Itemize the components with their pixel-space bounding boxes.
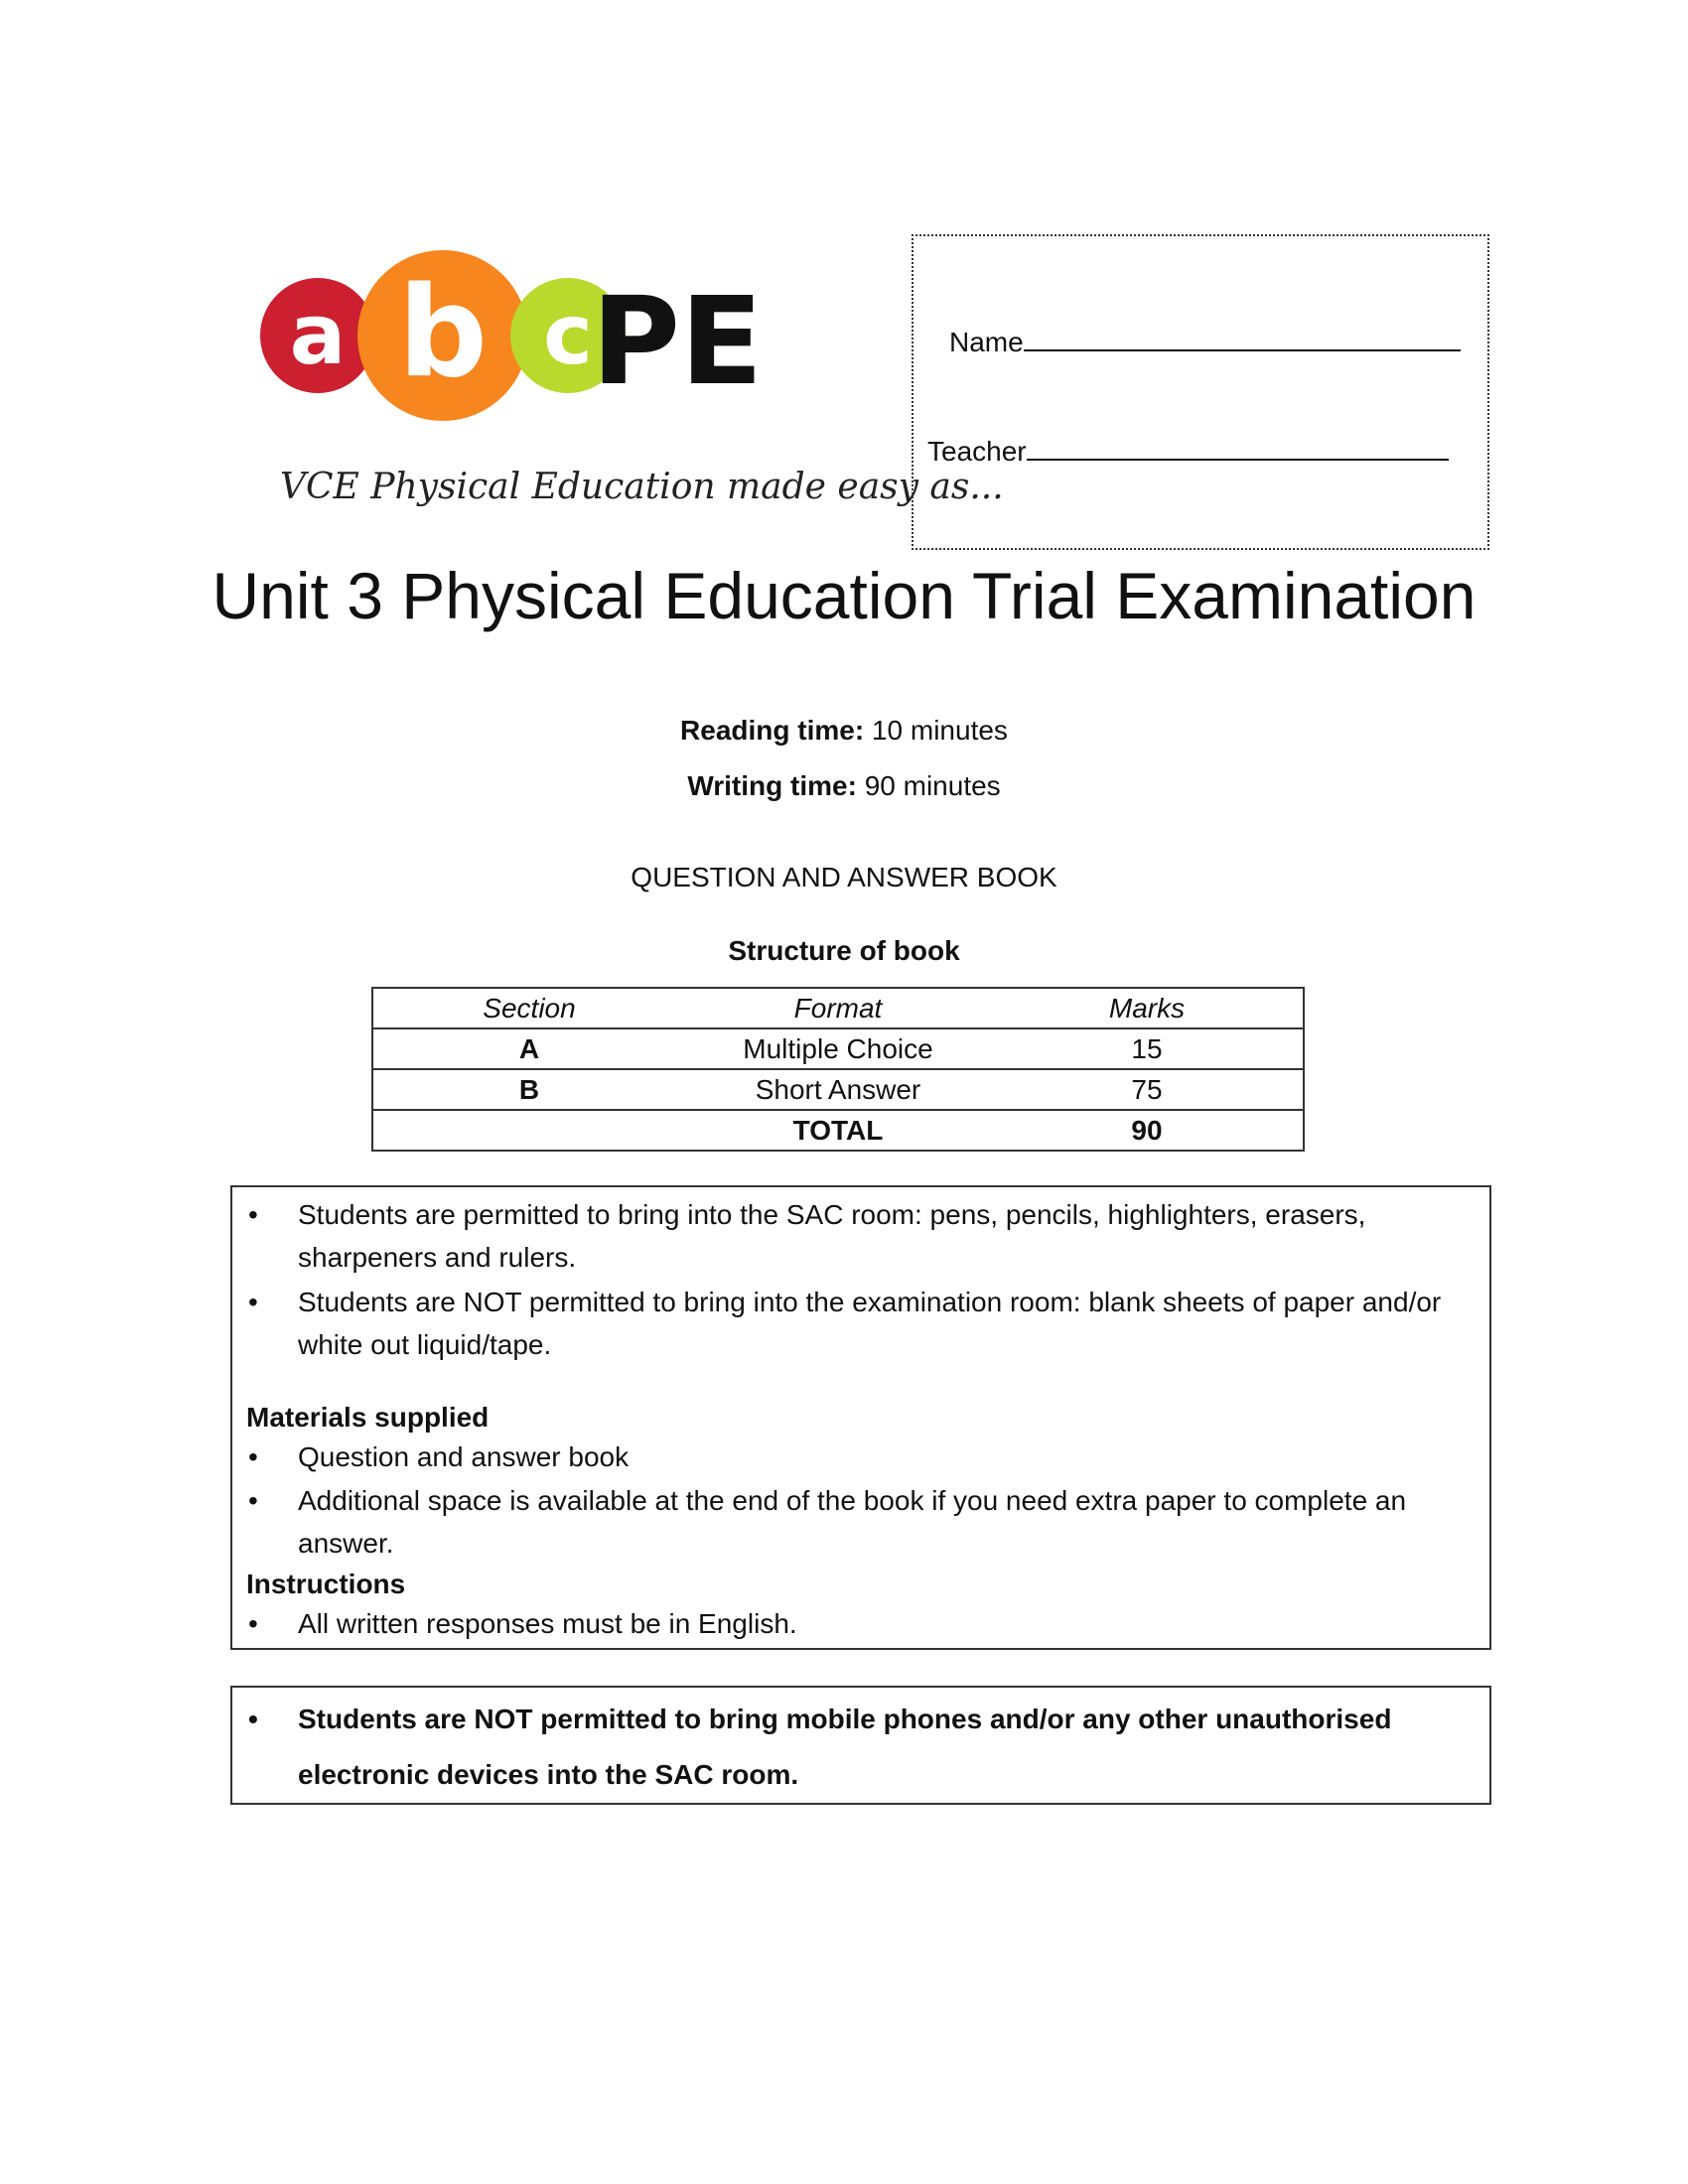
list-item: [248, 1479, 1470, 1565]
table-row: [372, 1069, 1304, 1110]
total-marks-cell: 90: [991, 1110, 1304, 1151]
list-item: [248, 1692, 1470, 1803]
bullet-icon: •: [248, 1441, 258, 1472]
total-label-cell: TOTAL: [685, 1110, 991, 1151]
logo-letter-c: c: [543, 286, 593, 383]
reading-time: [0, 715, 1688, 747]
writing-time: [0, 770, 1688, 802]
structure-table: [371, 987, 1305, 1152]
bullet-icon: •: [248, 1199, 258, 1230]
bullet-icon: •: [248, 1287, 258, 1317]
section-cell: B: [372, 1069, 685, 1110]
section-cell: A: [372, 1028, 685, 1069]
name-label: Name: [949, 327, 1024, 357]
exam-title: Unit 3 Physical Education Trial Examination: [211, 559, 1477, 632]
permitted-items-text: Students are permitted to bring into the SAC room: pens, pencils, highlighters, erasers, sharpeners and rulers.: [298, 1199, 1366, 1273]
name-field[interactable]: [949, 324, 1461, 358]
bullet-icon: •: [248, 1704, 258, 1734]
logo-tagline: VCE Physical Education made easy as...: [280, 467, 1004, 507]
logo-letter-b: b: [397, 259, 489, 405]
warning-text: Students are NOT permitted to bring mobile phones and/or any other unauthorised electronic devices into the SAC room.: [298, 1704, 1392, 1790]
instruction-item-text: All written responses must be in English.: [298, 1608, 797, 1639]
list-item: [248, 1602, 1470, 1645]
structure-heading: Structure of book: [728, 935, 960, 966]
warning-box: [230, 1686, 1491, 1805]
header-marks: Marks: [991, 988, 1304, 1028]
writing-time-value: 90 minutes: [856, 770, 1001, 801]
not-permitted-items-text: Students are NOT permitted to bring into the examination room: blank sheets of paper and/or white out liquid/tape.: [298, 1287, 1442, 1360]
marks-cell: 75: [991, 1069, 1304, 1110]
bullet-icon: •: [248, 1485, 258, 1516]
logo-pe-text: PE: [591, 271, 764, 412]
materials-heading: Materials supplied: [246, 1402, 490, 1433]
reading-time-label: Reading time:: [680, 715, 865, 746]
teacher-field[interactable]: [927, 433, 1449, 468]
format-cell: Multiple Choice: [685, 1028, 991, 1069]
reading-time-value: 10 minutes: [864, 715, 1008, 746]
header-format: Format: [685, 988, 991, 1028]
table-header-row: [372, 988, 1304, 1028]
material-item-text: Additional space is available at the end of the book if you need extra paper to complete an answer.: [298, 1485, 1407, 1559]
material-item-text: Question and answer book: [298, 1441, 630, 1472]
teacher-underline[interactable]: [1027, 433, 1449, 461]
marks-cell: 15: [991, 1028, 1304, 1069]
instructions-box: [230, 1185, 1491, 1650]
logo-letter-a: a: [289, 286, 347, 383]
student-id-box: [912, 234, 1489, 550]
list-item: [248, 1281, 1470, 1366]
writing-time-label: Writing time:: [687, 770, 857, 801]
teacher-label: Teacher: [927, 436, 1027, 467]
instructions-heading: Instructions: [246, 1569, 406, 1599]
list-item: [248, 1193, 1470, 1279]
bullet-icon: •: [248, 1608, 258, 1639]
name-underline[interactable]: [1024, 324, 1461, 351]
table-row: [372, 1028, 1304, 1069]
section-cell: [372, 1110, 685, 1151]
table-total-row: [372, 1110, 1304, 1151]
list-item: [248, 1435, 1470, 1478]
format-cell: Short Answer: [685, 1069, 991, 1110]
header-section: Section: [372, 988, 685, 1028]
book-label: QUESTION AND ANSWER BOOK: [631, 862, 1057, 892]
